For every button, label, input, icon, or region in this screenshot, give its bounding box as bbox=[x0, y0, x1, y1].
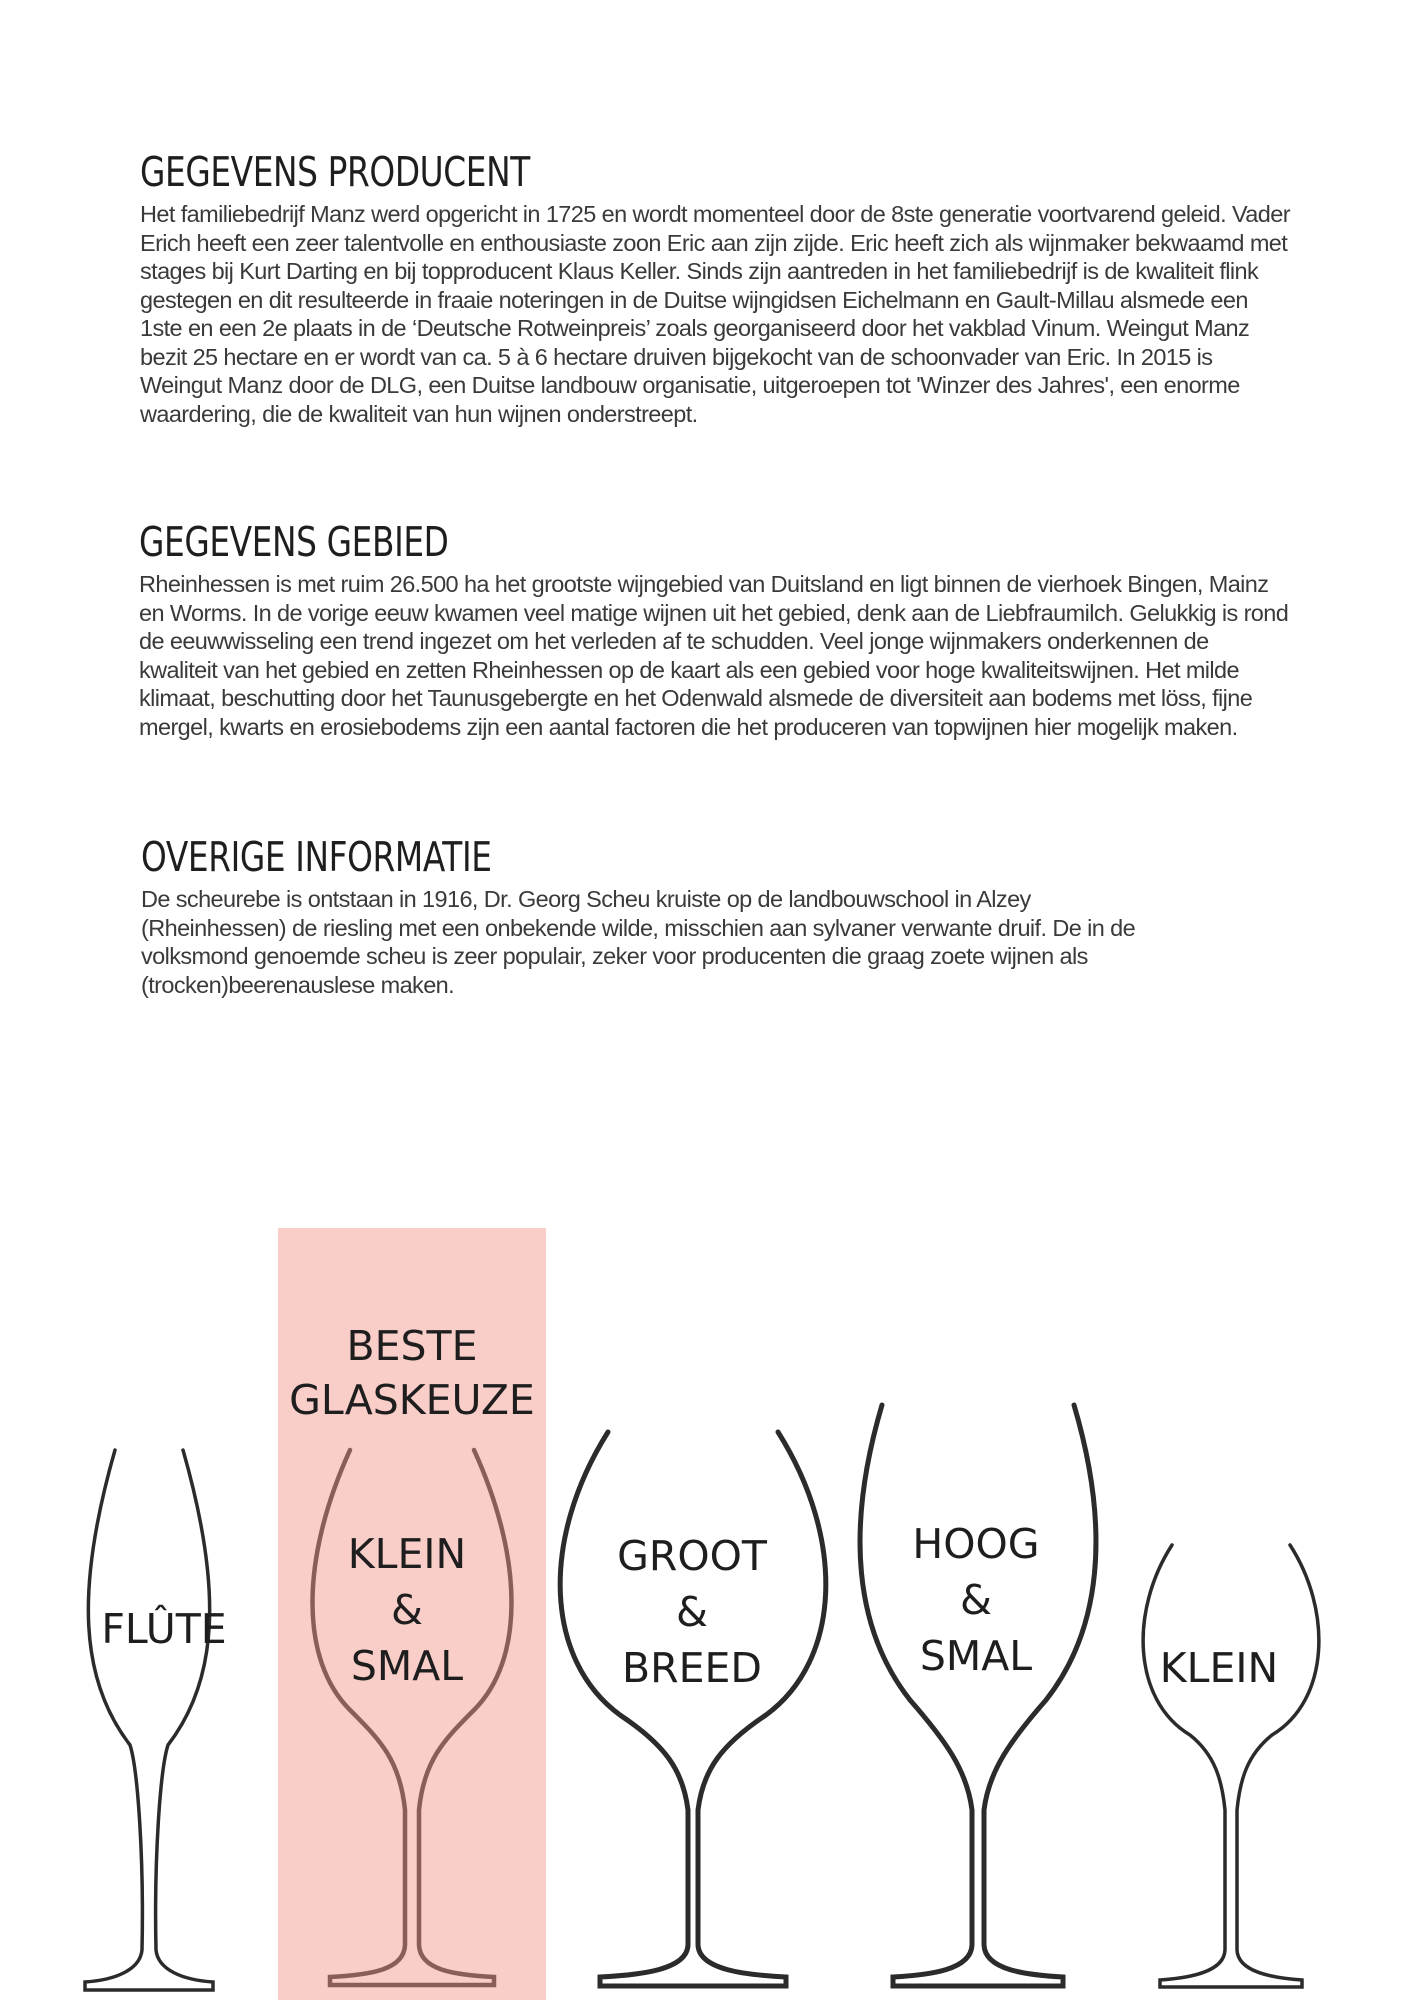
glass-small-outline bbox=[1143, 1545, 1319, 1987]
glass-tall-narrow bbox=[860, 1405, 1096, 1986]
glass-large-wide-label-3: BREED bbox=[622, 1644, 762, 1692]
glass-tall-narrow-label-1: HOOG bbox=[912, 1520, 1040, 1568]
glass-flute bbox=[85, 1450, 227, 1990]
glass-large-wide bbox=[560, 1432, 826, 1986]
other-info-heading: OVERIGE INFORMATIE bbox=[141, 833, 492, 881]
glass-small-narrow-label-3: SMAL bbox=[350, 1642, 464, 1690]
glass-small-narrow-label-1: KLEIN bbox=[347, 1530, 467, 1578]
best-choice-line-1: BESTE bbox=[346, 1322, 478, 1370]
glass-large-wide-outline bbox=[560, 1432, 826, 1986]
glass-small bbox=[1143, 1545, 1319, 1987]
producer-heading: GEGEVENS PRODUCENT bbox=[140, 148, 530, 196]
best-choice-line-2: GLASKEUZE bbox=[289, 1376, 535, 1424]
glass-tall-narrow-outline bbox=[860, 1405, 1096, 1986]
glass-flute-outline bbox=[85, 1450, 213, 1990]
region-text: Rheinhessen is met ruim 26.500 ha het grootste wijngebied van Duitsland en ligt binnen de vierhoek Bingen, Mainz en Worms. In de vorige eeuw kwamen veel matige wijnen uit het gebied, denk aan de Liebfraumilch. Gelukkig is rond de eeuwwisseling een trend ingezet om het verleden af te schudden. Veel jonge wijnmakers onderkennen de kwaliteit van het gebied en zetten Rheinhessen op de kaart als een gebied voor hoge kwaliteitswijnen. Het milde klimaat, beschutting door het Taunusgebergte en het Odenwald alsmede de diversiteit aan bodems met löss, fijne mergel, kwarts en erosiebodems zijn een aantal factoren die het produceren van topwijnen hier mogelijk maken. bbox=[139, 571, 1289, 740]
glass-small-narrow bbox=[313, 1450, 512, 1985]
glass-tall-narrow-label-2: & bbox=[960, 1576, 992, 1624]
glass-tall-narrow-label-3: SMAL bbox=[919, 1632, 1033, 1680]
glass-large-wide-label-2: & bbox=[676, 1588, 708, 1636]
producer-text: Het familiebedrijf Manz werd opgericht in 1725 en wordt momenteel door de 8ste generatie voortvarend geleid. Vader Erich heeft een zeer talentvolle en enthousiaste zoon Eric aan zijn zijde. Eric heeft zich als wijnmaker bekwaamd met stages bij Kurt Darting en bij topproducent Klaus Keller. Sinds zijn aantreden in het familiebedrijf is de kwaliteit flink gestegen en dit resulteerde in fraaie noteringen in de Duitse wijngidsen Eichelmann en Gault-Millau alsmede een 1ste en een 2e plaats in de ‘Deutsche Rotweinpreis’ zoals georganiseerd door het vakblad Vinum. Weingut Manz bezit 25 hectare en er wordt van ca. 5 à 6 hectare druiven bijgekocht van de schoonvader van Eric. In 2015 is Weingut Manz door de DLG, een Duitse landbouw organisatie, uitgeroepen tot 'Winzer des Jahres', een enorme waardering, die de kwaliteit van hun wijnen onderstreept. bbox=[140, 201, 1290, 427]
glass-flute-label: FLÛTE bbox=[101, 1605, 227, 1653]
glass-small-label: KLEIN bbox=[1159, 1644, 1279, 1692]
region-heading: GEGEVENS GEBIED bbox=[139, 518, 449, 566]
best-choice-label bbox=[289, 1322, 535, 1424]
glass-small-narrow-label-2: & bbox=[391, 1586, 423, 1634]
other-info-text: De scheurebe is ontstaan in 1916, Dr. Georg Scheu kruiste op de landbouwschool in Alzey (Rheinhessen) de riesling met een onbekende wilde, misschien aan sylvaner verwante druif. De in de volksmond genoemde scheu is zeer populair, zeker voor producenten die graag zoete wijnen als (trocken)beerenauslese maken. bbox=[141, 886, 1136, 998]
glass-large-wide-label-1: GROOT bbox=[617, 1532, 767, 1580]
